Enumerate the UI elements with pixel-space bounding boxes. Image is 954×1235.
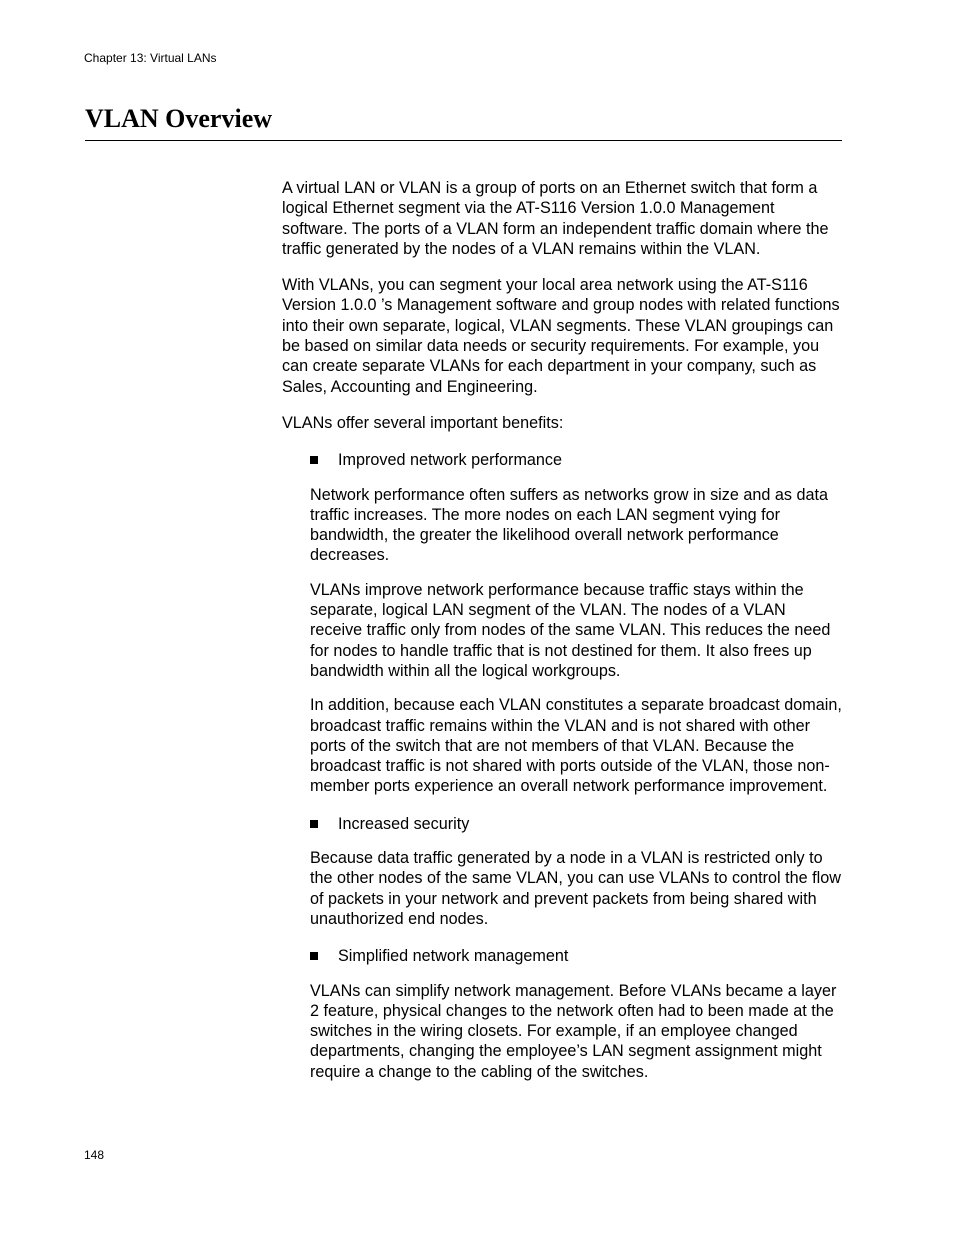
benefit-paragraph: Network performance often suffers as networks grow in size and as data traffic increases. The more nodes on each LAN segment vying for bandwidth, the greater the likelihood overall network performance decreases. [310, 485, 828, 565]
intro-paragraph: With VLANs, you can segment your local area network using the AT-S116 Version 1.0.0 ’s Management software and group nodes with related functions into their own separate, logical, VLAN segments. These VLAN groupings can be based on similar data needs or security requirements. For example, you can create separate VLANs for each department in your company, such as Sales, Accounting and Engineering. [282, 276, 840, 396]
square-bullet-icon [310, 820, 318, 828]
body-text [282, 178, 842, 1096]
page-number: 148 [84, 1148, 105, 1162]
title-rule [85, 140, 842, 141]
benefit-label: Increased security [338, 814, 470, 833]
intro-paragraph: A virtual LAN or VLAN is a group of ports on an Ethernet switch that form a logical Ethernet segment via the AT-S116 Version 1.0.0 Management software. The ports of a VLAN form an independent traffic domain where the traffic generated by the nodes of a VLAN remains within the VLAN. [282, 179, 829, 258]
benefit-description [282, 485, 842, 797]
benefit-item-management [310, 946, 842, 966]
benefit-description [282, 981, 842, 1082]
benefit-label: Improved network performance [338, 451, 563, 470]
benefit-paragraph: In addition, because each VLAN constitutes a separate broadcast domain, broadcast traffic remains within the VLAN and is not shared with other ports of the switch that are not members of that VLAN. Because the broadcast traffic is not shared with ports outside of the VLAN, those non-member ports experience an overall network performance improvement. [310, 696, 842, 796]
benefit-item-security [310, 814, 842, 834]
benefit-label: Simplified network management [338, 947, 569, 966]
benefit-paragraph: VLANs improve network performance because traffic stays within the separate, logical LAN segment of the VLAN. The nodes of a VLAN receive traffic only from nodes of the same VLAN. This reduces the need for nodes to handle traffic that is not destined for them. It also frees up bandwidth within all the logical workgroups. [310, 580, 831, 680]
section-title: VLAN Overview [85, 104, 273, 133]
running-header: Chapter 13: Virtual LANs [84, 51, 217, 65]
benefit-paragraph: VLANs can simplify network management. Before VLANs became a layer 2 feature, physical changes to the network often had to been made at the switches in the wiring closets. For example, if an employee changed departments, changing the employee’s LAN segment assignment might require a change to the cabling of the switches. [310, 981, 837, 1081]
benefit-paragraph: Because data traffic generated by a node in a VLAN is restricted only to the other nodes of the same VLAN, you can use VLANs to control the flow of packets in your network and prevent packets from being shared with unauthorized end nodes. [310, 849, 841, 928]
benefits-lead-in: VLANs offer several important benefits: [282, 413, 564, 432]
benefit-item-performance [310, 450, 842, 470]
square-bullet-icon [310, 952, 318, 960]
square-bullet-icon [310, 456, 318, 464]
benefit-description [282, 848, 842, 929]
